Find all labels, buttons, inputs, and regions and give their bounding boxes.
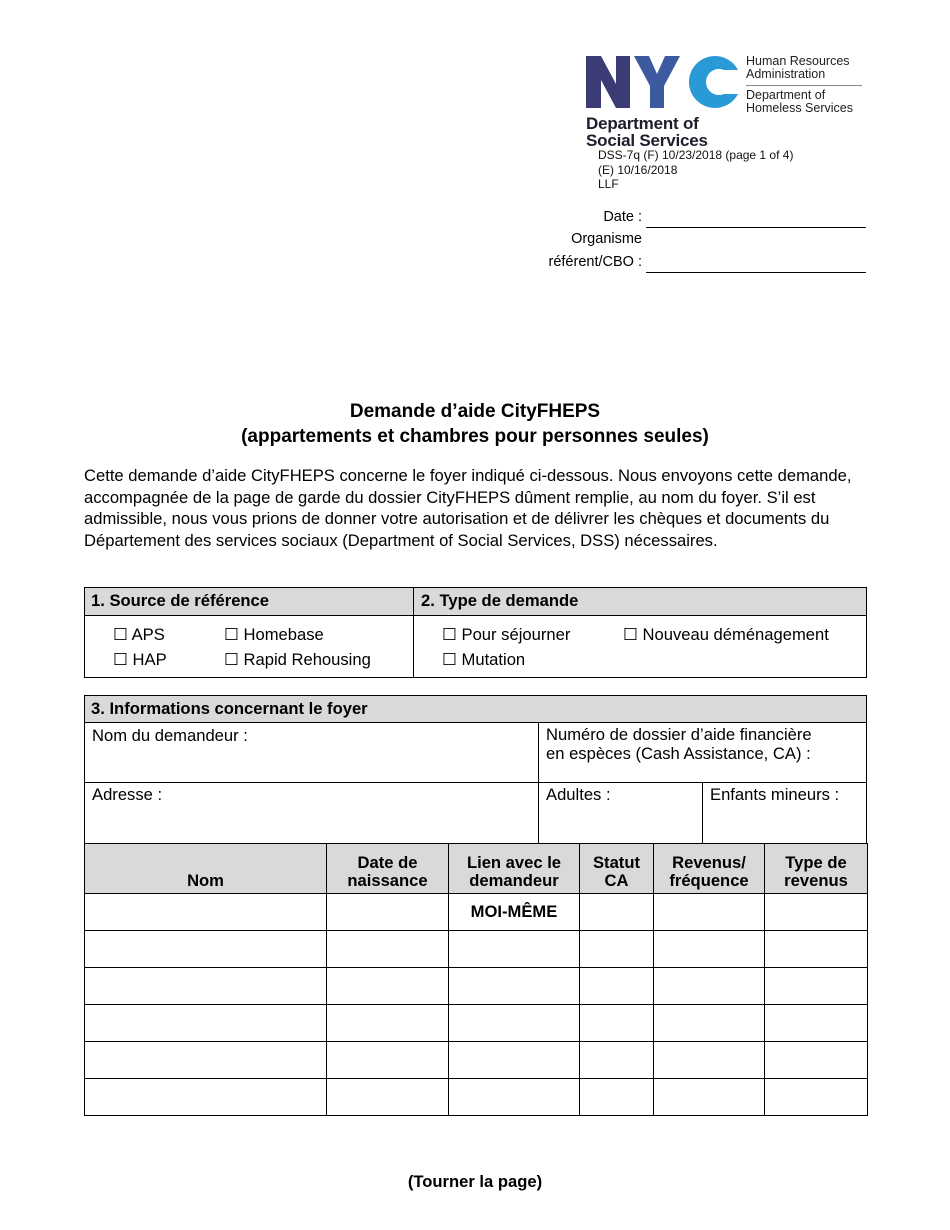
table-cell[interactable] bbox=[654, 931, 765, 968]
section1-heading: 1. Source de référence bbox=[91, 591, 270, 610]
ca-number-field[interactable] bbox=[546, 766, 860, 780]
table-row bbox=[85, 1079, 868, 1116]
table-cell[interactable] bbox=[327, 1079, 449, 1116]
checkbox-hap[interactable]: ☐ HAP bbox=[113, 650, 167, 669]
minors-label: Enfants mineurs : bbox=[710, 785, 840, 804]
agency-dhs: Department of Homeless Services bbox=[746, 88, 853, 115]
col-revenus-frequence: Revenus/ fréquence bbox=[654, 844, 765, 894]
intro-paragraph: Cette demande d’aide CityFHEPS concerne le foyer indiqué ci-dessous. Nous envoyons cette demande, accompagnée de la page de garde du dossier CityFHEPS dûment remplie, au nom du foyer. S’il est admissible, nous vous prions de donner votre autorisation et de délivrer les chèques et documents du Département des services sociaux (Department of Social Services, DSS) nécessaires. bbox=[84, 466, 852, 550]
table-cell[interactable] bbox=[654, 894, 765, 931]
col-statut-ca: Statut CA bbox=[580, 844, 654, 894]
section3-col-divider-2 bbox=[702, 783, 703, 843]
table-cell[interactable] bbox=[327, 1042, 449, 1079]
address-label: Adresse : bbox=[92, 785, 163, 804]
table-cell[interactable] bbox=[765, 931, 868, 968]
ca-number-label: Numéro de dossier d’aide financière en espèces (Cash Assistance, CA) : bbox=[546, 725, 812, 763]
table-cell[interactable] bbox=[449, 1005, 580, 1042]
table-row bbox=[85, 894, 868, 931]
checkbox-aps[interactable]: ☐ APS bbox=[113, 625, 165, 644]
table-cell[interactable] bbox=[765, 1042, 868, 1079]
table-cell[interactable] bbox=[327, 1005, 449, 1042]
page-title: Demande d’aide CityFHEPS (appartements et chambres pour personnes seules) bbox=[241, 401, 709, 447]
table-cell[interactable] bbox=[85, 1005, 327, 1042]
turn-page-note: (Tourner la page) bbox=[407, 1172, 543, 1191]
table-cell[interactable] bbox=[85, 931, 327, 968]
nyc-logo bbox=[586, 56, 740, 108]
table-header-row bbox=[85, 844, 868, 894]
col-date-naissance: Date de naissance bbox=[327, 844, 449, 894]
checkbox-mutation[interactable]: ☐ Mutation bbox=[442, 650, 526, 669]
table-cell[interactable] bbox=[580, 1005, 654, 1042]
table-cell[interactable] bbox=[654, 1042, 765, 1079]
section3-heading: 3. Informations concernant le foyer bbox=[91, 699, 368, 718]
sections-1-2-divider bbox=[413, 588, 414, 677]
table-row bbox=[85, 931, 868, 968]
agency-divider bbox=[746, 85, 862, 86]
table-cell[interactable] bbox=[85, 894, 327, 931]
table-cell[interactable] bbox=[85, 1042, 327, 1079]
table-cell[interactable] bbox=[327, 894, 449, 931]
table-cell[interactable] bbox=[765, 894, 868, 931]
table-cell[interactable] bbox=[654, 1005, 765, 1042]
address-field[interactable] bbox=[92, 806, 532, 838]
checkbox-nouveau-demenagement[interactable]: ☐ Nouveau déménagement bbox=[623, 625, 829, 644]
agency-hra: Human Resources Administration bbox=[746, 54, 850, 81]
applicant-name-field[interactable] bbox=[92, 748, 532, 778]
table-cell[interactable] bbox=[765, 1079, 868, 1116]
adults-label: Adultes : bbox=[546, 785, 611, 804]
table-cell[interactable] bbox=[580, 931, 654, 968]
cbo-label-line2: référent/CBO : bbox=[548, 254, 642, 270]
section2-heading: 2. Type de demande bbox=[421, 591, 579, 610]
col-nom: Nom bbox=[85, 844, 327, 894]
applicant-name-label: Nom du demandeur : bbox=[92, 726, 248, 745]
checkbox-rapid-rehousing[interactable]: ☐ Rapid Rehousing bbox=[224, 650, 371, 669]
table-cell[interactable] bbox=[449, 1042, 580, 1079]
table-cell[interactable] bbox=[580, 1079, 654, 1116]
form-code: DSS-7q (F) 10/23/2018 (page 1 of 4) (E) 10/16/2018 LLF bbox=[598, 148, 794, 191]
table-row bbox=[85, 1005, 868, 1042]
relation-self-cell: MOI-MÊME bbox=[449, 894, 580, 931]
table-row bbox=[85, 968, 868, 1005]
cbo-field[interactable] bbox=[646, 272, 866, 273]
department-name: Department of Social Services bbox=[586, 114, 708, 150]
adults-field[interactable] bbox=[620, 786, 698, 836]
date-label: Date : bbox=[603, 209, 642, 225]
table-cell[interactable] bbox=[580, 968, 654, 1005]
col-type-revenus: Type de revenus bbox=[765, 844, 868, 894]
table-cell[interactable] bbox=[765, 968, 868, 1005]
table-cell[interactable] bbox=[85, 968, 327, 1005]
minors-field[interactable] bbox=[710, 806, 860, 838]
cbo-label-line1: Organisme bbox=[571, 231, 642, 247]
col-lien-demandeur: Lien avec le demandeur bbox=[449, 844, 580, 894]
table-cell[interactable] bbox=[327, 931, 449, 968]
table-cell[interactable] bbox=[765, 1005, 868, 1042]
table-cell[interactable] bbox=[327, 968, 449, 1005]
table-cell[interactable] bbox=[654, 1079, 765, 1116]
table-row bbox=[85, 1042, 868, 1079]
section3-col-divider bbox=[538, 723, 539, 843]
table-cell[interactable] bbox=[449, 931, 580, 968]
table-cell[interactable] bbox=[449, 1079, 580, 1116]
table-cell[interactable] bbox=[580, 1042, 654, 1079]
checkbox-homebase[interactable]: ☐ Homebase bbox=[224, 625, 324, 644]
table-cell[interactable] bbox=[85, 1079, 327, 1116]
section3-row-divider bbox=[85, 782, 866, 783]
checkbox-pour-sejourner[interactable]: ☐ Pour séjourner bbox=[442, 625, 571, 644]
date-field[interactable] bbox=[646, 227, 866, 228]
household-members-table bbox=[84, 843, 868, 1116]
table-cell[interactable] bbox=[580, 894, 654, 931]
table-cell[interactable] bbox=[654, 968, 765, 1005]
table-cell[interactable] bbox=[449, 968, 580, 1005]
